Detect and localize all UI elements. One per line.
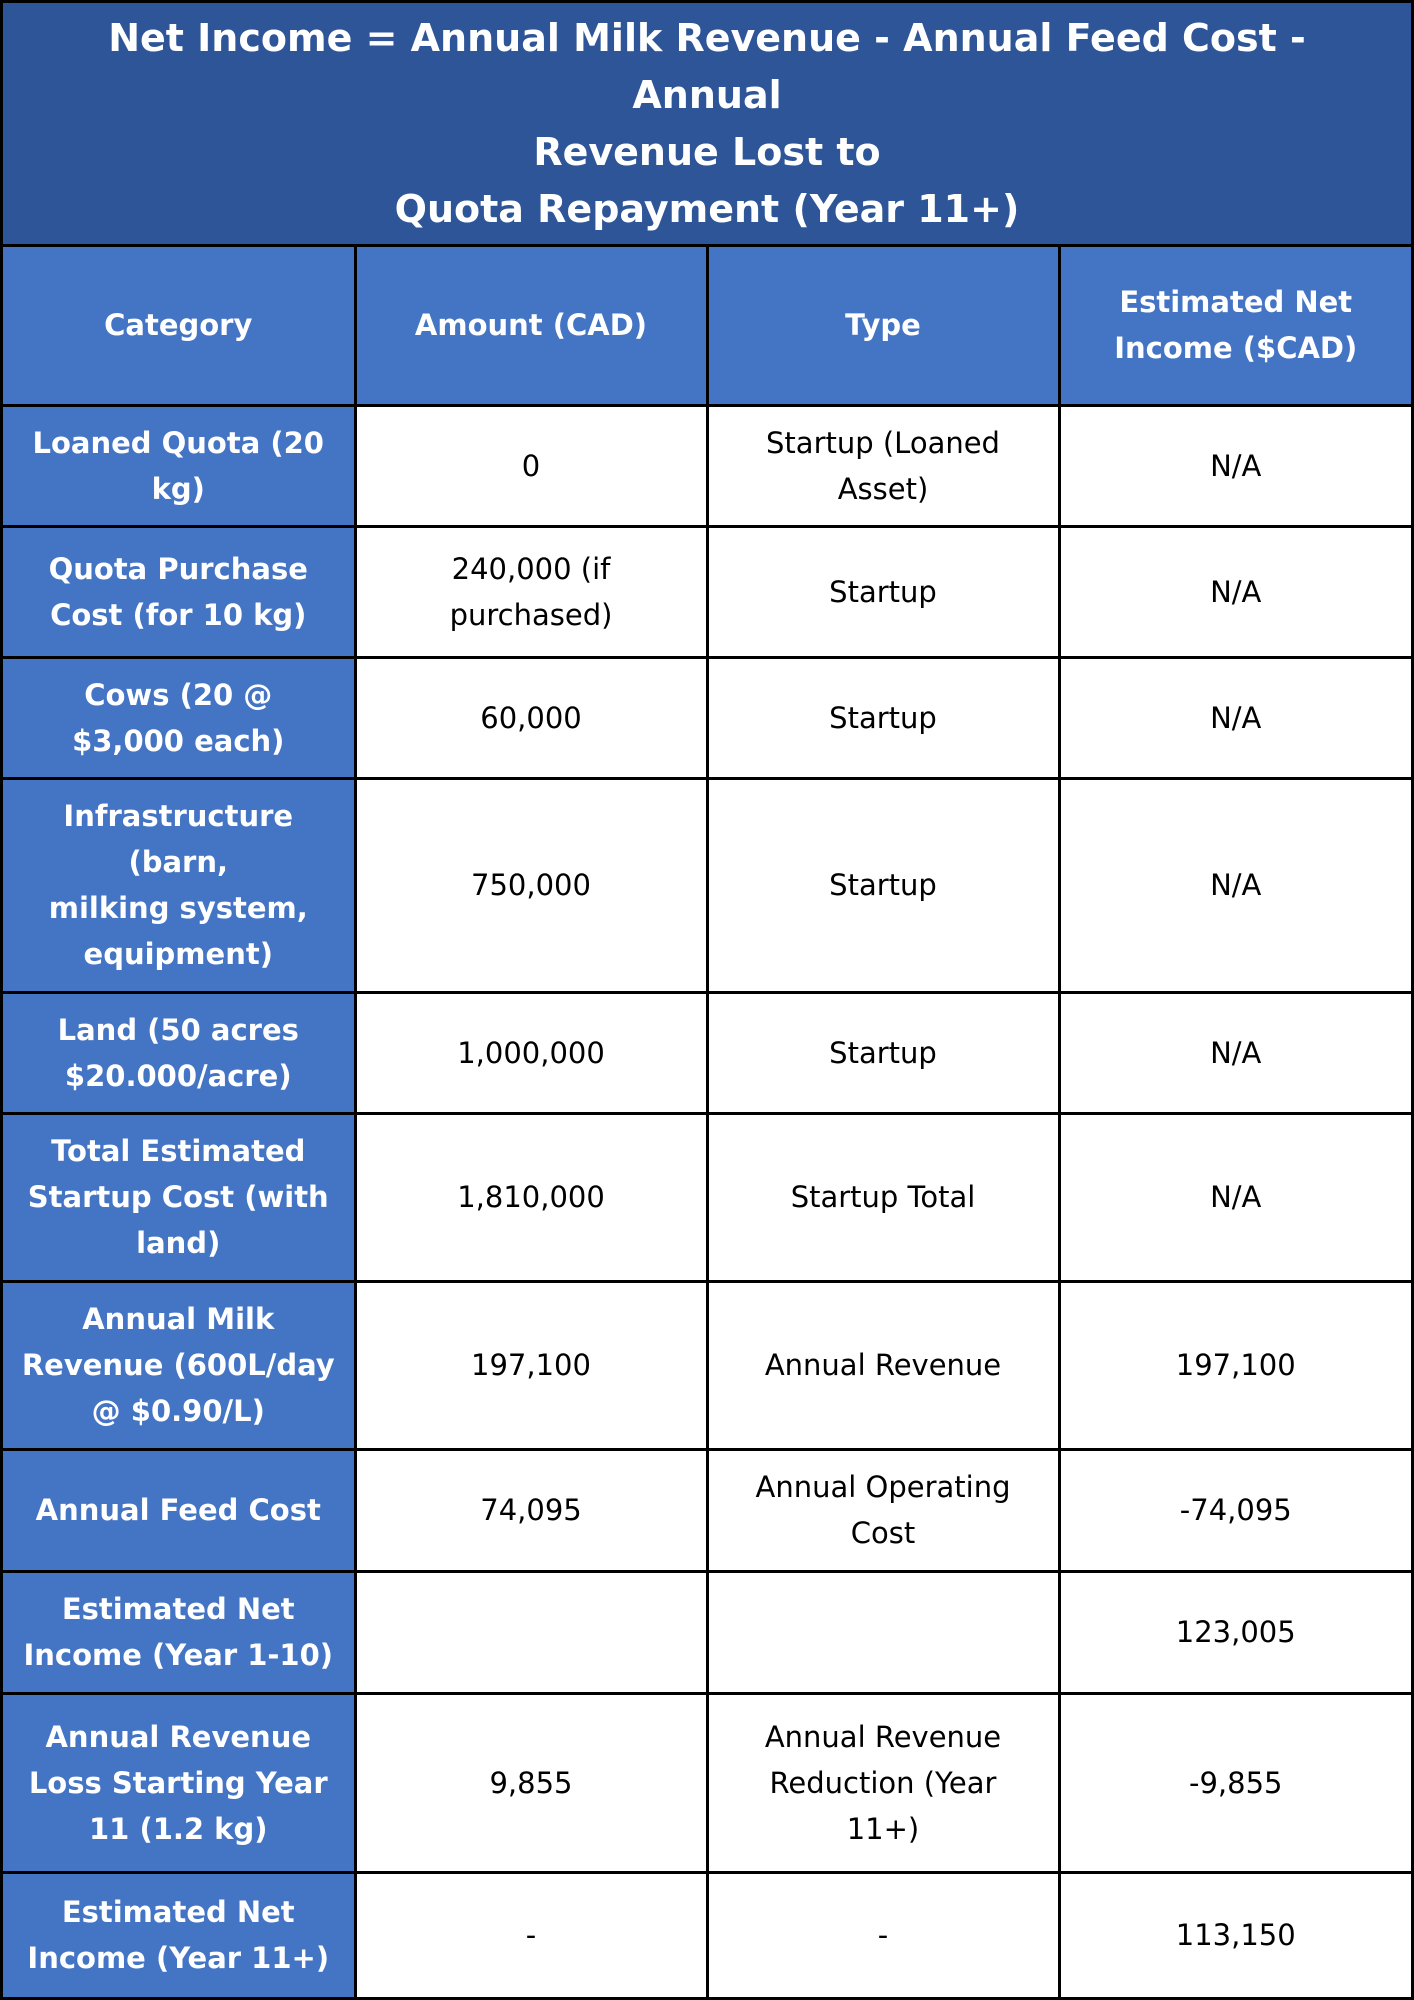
row-amount: 0 (355, 405, 707, 526)
row-category: Estimated Net Income (Year 1-10) (3, 1571, 355, 1693)
row-amount (355, 1571, 707, 1693)
row-type: Annual Revenue Reduction (Year 11+) (707, 1693, 1059, 1872)
row-net-income: N/A (1059, 526, 1411, 657)
table-row (3, 1113, 1411, 1281)
table-row (3, 1281, 1411, 1449)
table-row (3, 778, 1411, 992)
row-amount: 240,000 (if purchased) (355, 526, 707, 657)
row-type: Startup (Loaned Asset) (707, 405, 1059, 526)
row-net-income: N/A (1059, 405, 1411, 526)
row-amount: 9,855 (355, 1693, 707, 1872)
column-header-net-income: Estimated Net Income ($CAD) (1059, 247, 1411, 405)
row-net-income: N/A (1059, 657, 1411, 778)
row-net-income: N/A (1059, 778, 1411, 992)
row-type: Startup (707, 778, 1059, 992)
table-row (3, 405, 1411, 526)
row-net-income: 123,005 (1059, 1571, 1411, 1693)
header-row (3, 247, 1411, 405)
column-header-category: Category (3, 247, 355, 405)
row-category: Infrastructure (barn, milking system, equipment) (3, 778, 355, 992)
row-category: Annual Revenue Loss Starting Year 11 (1.2 kg) (3, 1693, 355, 1872)
row-amount: 60,000 (355, 657, 707, 778)
row-net-income: 197,100 (1059, 1281, 1411, 1449)
table-row (3, 526, 1411, 657)
row-amount: 1,810,000 (355, 1113, 707, 1281)
row-category: Land (50 acres $20.000/acre) (3, 992, 355, 1113)
row-category: Estimated Net Income (Year 11+) (3, 1872, 355, 1997)
table-title: Net Income = Annual Milk Revenue - Annual Feed Cost - Annual Revenue Lost to Quota Repayment (Year 11+) (108, 15, 1306, 231)
row-amount: 1,000,000 (355, 992, 707, 1113)
row-type: Startup (707, 657, 1059, 778)
row-type: Startup (707, 526, 1059, 657)
row-category: Quota Purchase Cost (for 10 kg) (3, 526, 355, 657)
row-type: Annual Revenue (707, 1281, 1059, 1449)
row-category: Total Estimated Startup Cost (with land) (3, 1113, 355, 1281)
row-type: Annual Operating Cost (707, 1449, 1059, 1571)
row-category: Cows (20 @ $3,000 each) (3, 657, 355, 778)
row-net-income: -74,095 (1059, 1449, 1411, 1571)
column-header-type: Type (707, 247, 1059, 405)
row-net-income: N/A (1059, 992, 1411, 1113)
table-row (3, 657, 1411, 778)
row-net-income: -9,855 (1059, 1693, 1411, 1872)
row-amount: - (355, 1872, 707, 1997)
row-type (707, 1571, 1059, 1693)
row-amount: 750,000 (355, 778, 707, 992)
table-row (3, 1571, 1411, 1693)
row-type: Startup Total (707, 1113, 1059, 1281)
table-row (3, 992, 1411, 1113)
table-row (3, 1872, 1411, 1997)
row-amount: 197,100 (355, 1281, 707, 1449)
row-category: Annual Milk Revenue (600L/day @ $0.90/L) (3, 1281, 355, 1449)
row-category: Annual Feed Cost (3, 1449, 355, 1571)
table-row (3, 1449, 1411, 1571)
row-net-income: 113,150 (1059, 1872, 1411, 1997)
column-header-amount: Amount (CAD) (355, 247, 707, 405)
cost-income-table (3, 247, 1411, 1997)
title-banner (3, 3, 1411, 247)
row-amount: 74,095 (355, 1449, 707, 1571)
row-net-income: N/A (1059, 1113, 1411, 1281)
row-category: Loaned Quota (20 kg) (3, 405, 355, 526)
row-type: - (707, 1872, 1059, 1997)
row-type: Startup (707, 992, 1059, 1113)
table-row (3, 1693, 1411, 1872)
